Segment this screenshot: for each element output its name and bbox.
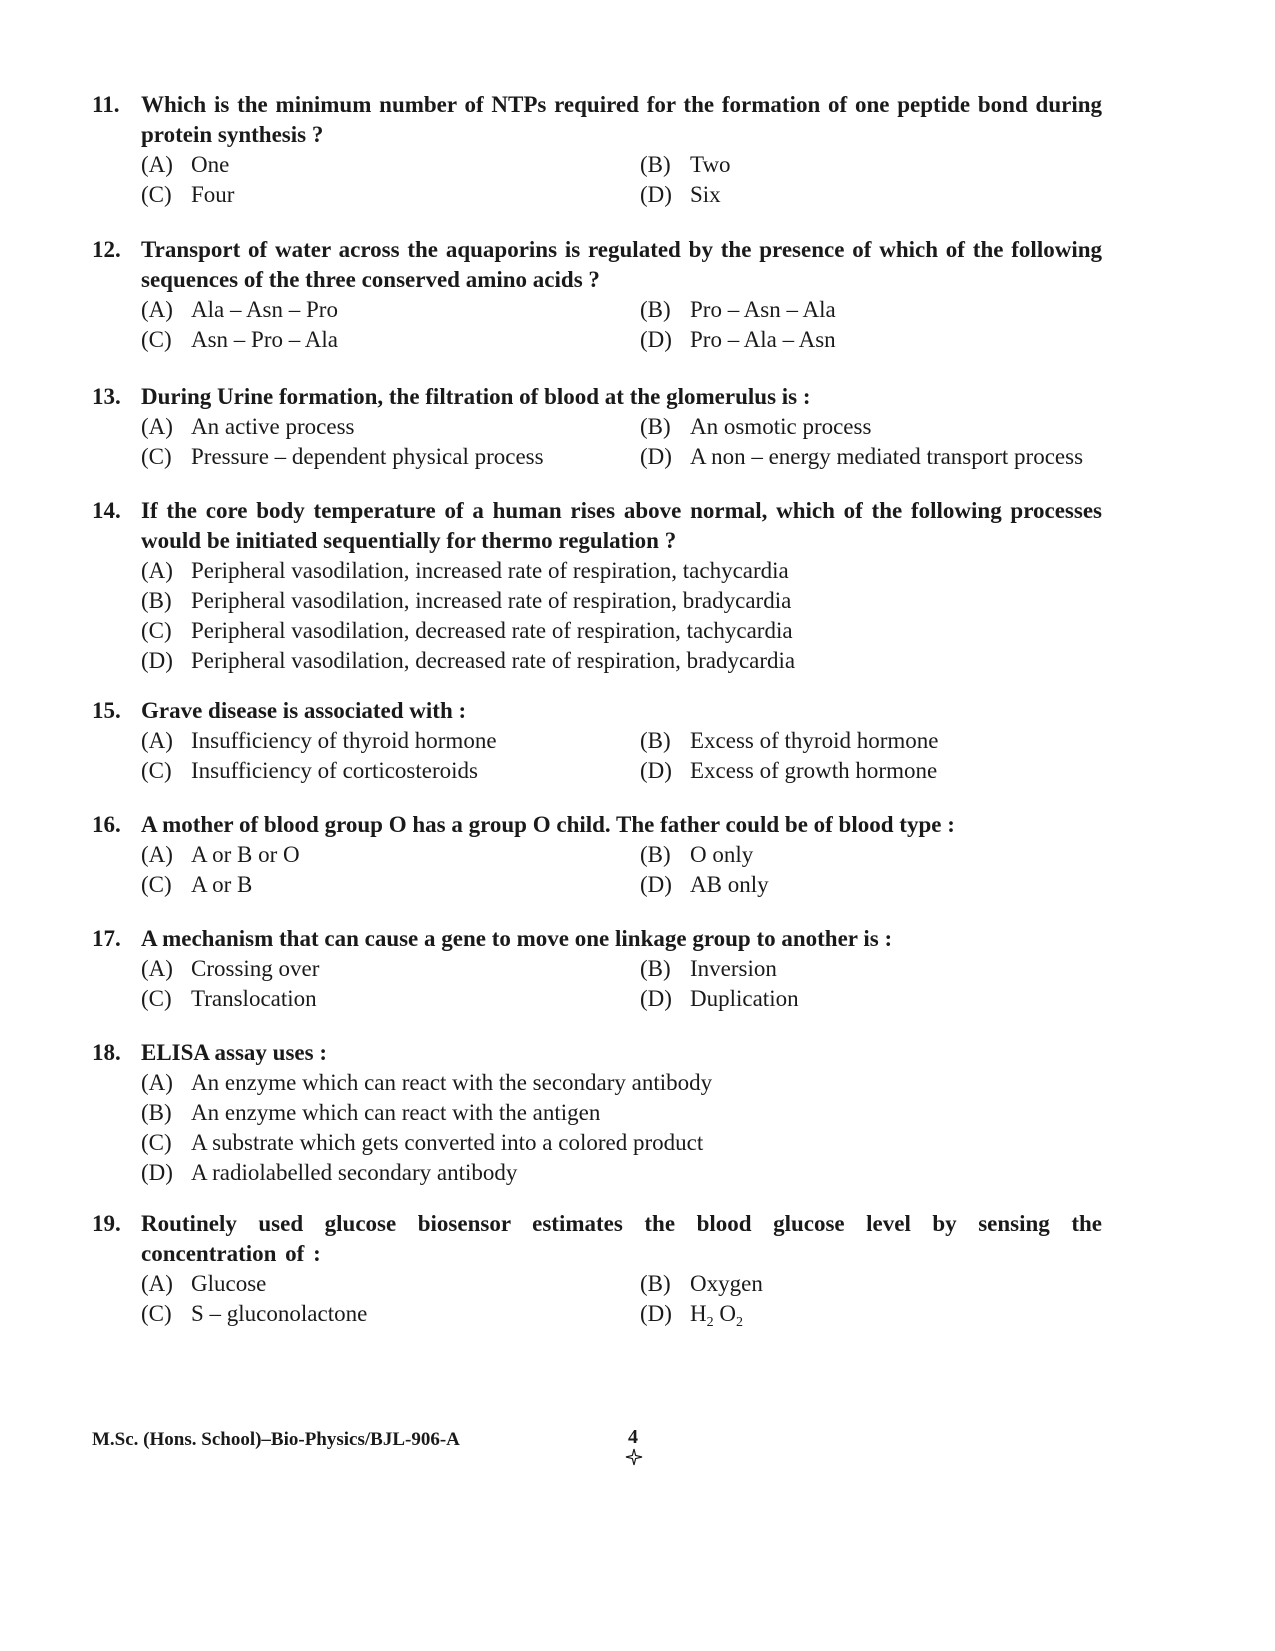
question-17 bbox=[92, 924, 1102, 1014]
star-ornament-icon bbox=[625, 1448, 643, 1466]
option-b: (B) Inversion bbox=[640, 956, 777, 981]
option-d: (D) Peripheral vasodilation, decreased rate of respiration, bradycardia bbox=[141, 648, 796, 673]
option-a: (A) Insufficiency of thyroid hormone bbox=[141, 728, 497, 753]
option-d: (D) Six bbox=[640, 182, 721, 207]
option-a: (A) An enzyme which can react with the secondary antibody bbox=[141, 1070, 713, 1095]
option-b: (B) An osmotic process bbox=[640, 414, 872, 439]
question-text: Routinely used glucose biosensor estimates the blood glucose level by sensing the concentration of : bbox=[141, 1211, 1102, 1266]
option-a: (A) An active process bbox=[141, 414, 355, 439]
question-number: 19. bbox=[92, 1211, 121, 1236]
option-a: (A) A or B or O bbox=[141, 842, 300, 867]
question-number: 16. bbox=[92, 812, 121, 837]
option-c: (C) Asn – Pro – Ala bbox=[141, 327, 338, 352]
option-d: (D) $H_2$ $O_2$ bbox=[640, 1299, 1110, 1338]
question-number: 17. bbox=[92, 926, 121, 951]
question-text: If the core body temperature of a human rises above normal, which of the following processes would be initiated sequentially for thermo regulation ? bbox=[141, 498, 1102, 553]
paper-code: M.Sc. (Hons. School)–Bio-Physics/BJL-906-A bbox=[92, 1429, 460, 1450]
question-number: 12. bbox=[92, 237, 121, 262]
question-text: A mother of blood group O has a group O child. The father could be of blood type : bbox=[141, 812, 955, 837]
question-number: 14. bbox=[92, 498, 121, 523]
question-number: 11. bbox=[92, 92, 120, 117]
question-13 bbox=[92, 382, 1102, 472]
option-c: (C) Pressure – dependent physical process bbox=[141, 444, 544, 469]
option-c: (C) Four bbox=[141, 182, 235, 207]
option-d: (D) Pro – Ala – Asn bbox=[640, 327, 836, 352]
option-a: (A) Peripheral vasodilation, increased rate of respiration, tachycardia bbox=[141, 558, 789, 583]
option-c: (C) A substrate which gets converted into a colored product bbox=[141, 1130, 704, 1155]
option-d: (D) Excess of growth hormone bbox=[640, 758, 938, 783]
question-18 bbox=[92, 1038, 1102, 1188]
question-number: 13. bbox=[92, 384, 121, 409]
option-c: (C) S – gluconolactone bbox=[141, 1301, 368, 1326]
option-d: (D) A non – energy mediated transport process bbox=[640, 444, 1084, 469]
question-number: 15. bbox=[92, 698, 121, 723]
option-b: (B) Oxygen bbox=[640, 1271, 763, 1296]
option-b: (B) Pro – Asn – Ala bbox=[640, 297, 836, 322]
option-b: (B) Peripheral vasodilation, increased rate of respiration, bradycardia bbox=[141, 588, 792, 613]
option-c: (C) Peripheral vasodilation, decreased rate of respiration, tachycardia bbox=[141, 618, 793, 643]
option-b: (B) O only bbox=[640, 842, 754, 867]
h2o2-formula: $H_2$ $O_2$ bbox=[690, 1301, 743, 1330]
option-d: (D) Duplication bbox=[640, 986, 799, 1011]
option-d: (D) A radiolabelled secondary antibody bbox=[141, 1160, 518, 1185]
option-c: (C) Insufficiency of corticosteroids bbox=[141, 758, 478, 783]
option-d: (D) AB only bbox=[640, 872, 769, 897]
option-c: (C) A or B bbox=[141, 872, 253, 897]
option-a: (A) Ala – Asn – Pro bbox=[141, 297, 338, 322]
question-text: ELISA assay uses : bbox=[141, 1040, 327, 1065]
question-11 bbox=[92, 90, 1102, 210]
question-text: During Urine formation, the filtration of blood at the glomerulus is : bbox=[141, 384, 811, 409]
question-text: Which is the minimum number of NTPs required for the formation of one peptide bond during protein synthesis ? bbox=[141, 92, 1102, 147]
option-b: (B) An enzyme which can react with the antigen bbox=[141, 1100, 601, 1125]
question-text: Grave disease is associated with : bbox=[141, 698, 467, 723]
question-14 bbox=[92, 496, 1102, 676]
question-12 bbox=[92, 235, 1102, 355]
question-text: A mechanism that can cause a gene to move one linkage group to another is : bbox=[141, 926, 893, 951]
question-16 bbox=[92, 810, 1102, 900]
option-a: (A) Crossing over bbox=[141, 956, 320, 981]
option-a: (A) Glucose bbox=[141, 1271, 267, 1296]
page-number: 4 bbox=[628, 1426, 638, 1448]
option-a: (A) One bbox=[141, 152, 230, 177]
question-text: Transport of water across the aquaporins is regulated by the presence of which of the following sequences of the three conserved amino acids ? bbox=[141, 237, 1102, 292]
question-15 bbox=[92, 696, 1102, 786]
question-19 bbox=[92, 1209, 1102, 1338]
option-b: (B) Excess of thyroid hormone bbox=[640, 728, 939, 753]
question-number: 18. bbox=[92, 1040, 121, 1065]
option-c: (C) Translocation bbox=[141, 986, 317, 1011]
option-b: (B) Two bbox=[640, 152, 731, 177]
